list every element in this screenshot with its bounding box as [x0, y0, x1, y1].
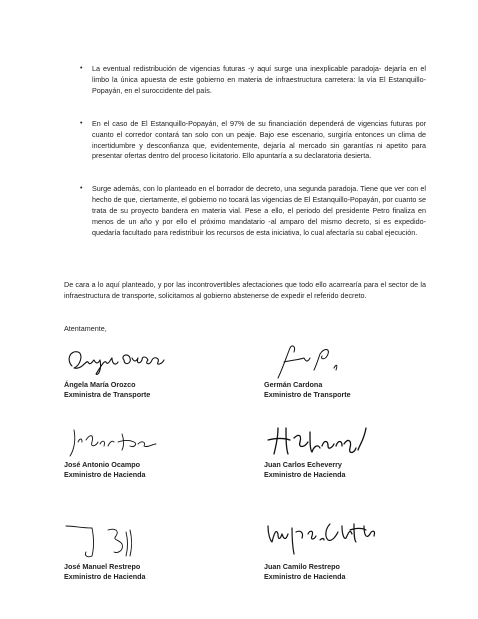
signature-image [64, 518, 174, 562]
closing-paragraph: De cara a lo aquí planteado, y por las incontrovertibles afectaciones que todo ello acarrearía para el sector de la infraestructura de transporte, solicitamos al gobierno abstenerse de expedir el referido decreto. [64, 280, 426, 300]
signer-name: José Antonio Ocampo [64, 460, 141, 469]
bullet-item [80, 64, 426, 97]
signer-name: Juan Camilo Restrepo [264, 562, 340, 571]
salutation: Atentamente, [64, 324, 107, 333]
signature-image [64, 420, 174, 460]
signer-name: Juan Carlos Echeverry [264, 460, 342, 469]
signer-role: Exministro de Hacienda [264, 470, 346, 479]
signer-name: Germán Cardona [264, 380, 323, 389]
bullet-list [80, 64, 426, 261]
bullet-text: La eventual redistribución de vigencias futuras -y aquí surge una inexplicable paradoja- dejaría en el limbo la única apuesta de este gobierno en materia de infraestructura carretera: la vía El Estanquillo-Popayán, en el suroccidente del país. [92, 64, 426, 95]
signer-block [64, 340, 244, 400]
signer-name: José Manuel Restrepo [64, 562, 141, 571]
signer-name: Ángela María Orozco [64, 380, 136, 389]
signer-block [64, 420, 244, 480]
signer-role: Exministro de Transporte [264, 390, 351, 399]
signature-image [264, 514, 384, 562]
bullet-dot-icon: • [80, 65, 83, 72]
signature-image [264, 340, 374, 380]
bullet-item [80, 184, 426, 239]
bullet-text: Surge además, con lo planteado en el borrador de decreto, una segunda paradoja. Tiene que ver con el hecho de que, ciertamente, el gobierno no tocará las vigencias de El Estanquillo-Popayán, por cuanto se trata de su proyecto bandera en materia vial. Pese a ello, el periodo del presidente Petro finaliza en menos de un año y por ello el próximo mandatario -al amparo del mismo decreto, si es expedido- quedaría facultado para redistribuir los recursos de esta iniciativa, lo cual afectaría su cabal ejecución. [92, 184, 426, 237]
signer-role: Exministro de Hacienda [64, 470, 146, 479]
bullet-dot-icon: • [80, 119, 83, 127]
signature-image [264, 420, 374, 460]
signer-block [264, 420, 444, 480]
signer-block [264, 514, 444, 582]
signer-role: Exministro de Hacienda [64, 572, 146, 581]
signer-block [264, 340, 444, 400]
bullet-dot-icon: • [80, 185, 83, 193]
signer-role: Exministro de Hacienda [264, 572, 346, 581]
bullet-item [80, 119, 426, 163]
signer-role: Exministra de Transporte [64, 390, 151, 399]
bullet-text: En el caso de El Estanquillo-Popayán, el 97% de su financiación dependerá de vigencias futuras por cuanto el corredor contará tan solo con un peaje. Bajo ese escenario, surgiría entonces un clima de incertidumbre y desconfianza que, evidentemente, dejaría al mercado sin garantías ni apetito para presentar ofertas dentro del proceso licitatorio. Ello apuntaría a su declaratoria desierta. [92, 118, 426, 161]
signature-image [64, 340, 174, 380]
signer-block [64, 518, 244, 582]
